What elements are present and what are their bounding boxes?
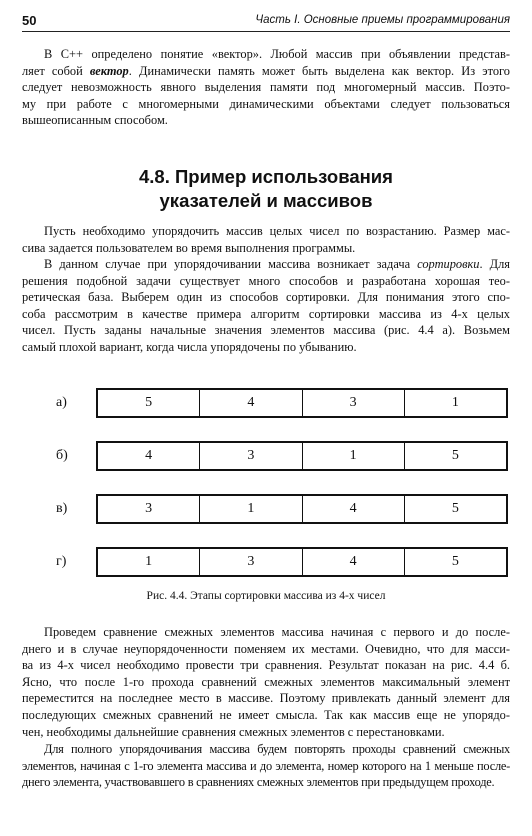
text-line bbox=[22, 641, 510, 658]
running-head: Часть I. Основные приемы программирования bbox=[255, 14, 510, 26]
figure-row bbox=[22, 388, 510, 418]
array-cell: 3 bbox=[199, 549, 301, 575]
paragraph-task bbox=[22, 223, 510, 256]
page-header bbox=[22, 13, 510, 32]
array-cell: 3 bbox=[199, 443, 301, 469]
text-line bbox=[22, 690, 510, 707]
array-cell: 1 bbox=[145, 554, 153, 569]
text-line bbox=[22, 46, 510, 63]
text-line bbox=[22, 273, 510, 290]
text-run: ляет собой bbox=[22, 63, 90, 78]
row-label: в) bbox=[56, 501, 68, 516]
text-line bbox=[22, 758, 510, 775]
array-cells bbox=[96, 494, 508, 524]
text-line bbox=[22, 289, 510, 306]
text-line bbox=[22, 774, 510, 791]
text-line bbox=[22, 63, 510, 80]
text-run: Проведем сравнение смежных элементов массива начиная с первого и до после- bbox=[44, 625, 510, 639]
text-run: сива задается пользователем во время выполнения программы. bbox=[22, 240, 356, 255]
text-run: Ясно, что после 1-го прохода сравнений смежных элементов максимальный элемент bbox=[22, 674, 510, 689]
row-label: г) bbox=[56, 554, 67, 569]
text-line bbox=[22, 223, 510, 240]
text-line bbox=[22, 96, 510, 113]
text-run: вышеописанным способом. bbox=[22, 113, 168, 128]
text-run: следует невозможность явного выделения памяти под многомерный массив. Поэто- bbox=[22, 80, 510, 95]
text-run: самый плохой вариант, когда числа упорядочены по убыванию. bbox=[22, 339, 357, 354]
page-number: 50 bbox=[22, 13, 37, 28]
paragraph-sorting bbox=[22, 256, 510, 356]
text-line bbox=[22, 256, 510, 273]
text-run: В данном случае при упорядочивании массива возникает задача bbox=[44, 257, 418, 271]
text-run: В С++ определено понятие «вектор». Любой массив при объявлении представ- bbox=[44, 47, 510, 61]
text-line bbox=[22, 624, 510, 641]
text-run: му при работе с многомерными динамическими объектами следует пользоваться bbox=[22, 96, 510, 111]
row-label: б) bbox=[56, 448, 68, 463]
section-heading-line-2: указателей и массивов bbox=[159, 190, 373, 211]
text-run: днего и в случае неупорядоченности поменяем их местами. Очевидно, что для масси- bbox=[22, 641, 510, 656]
array-cell: 5 bbox=[145, 395, 153, 410]
text-run: переместится на последнее место в массиве. Поэтому привлекать данный элемент для bbox=[22, 691, 510, 706]
array-cell: 1 bbox=[302, 443, 404, 469]
text-line bbox=[22, 707, 510, 724]
text-run: соба рассмотрим в качестве примера алгоритм сортировки массива из 4-х целых bbox=[22, 306, 510, 321]
array-cells bbox=[96, 547, 508, 577]
text-run: ретическая база. Выберем один из способов сортировки. Для понимания этого спо- bbox=[22, 290, 510, 305]
paragraph-compare bbox=[22, 624, 510, 740]
text-line bbox=[22, 741, 510, 758]
array-cell: 5 bbox=[404, 443, 506, 469]
row-label: а) bbox=[56, 395, 67, 410]
text-run: чисел. Пусть заданы начальные значения элементов массива (рис. 4.4 а). Возьмем bbox=[22, 323, 510, 338]
text-run: элементов, начиная с 1-го элемента массива и до элемента, номер которого на 1 меньше после- bbox=[22, 758, 510, 773]
array-cell: 3 bbox=[145, 501, 153, 516]
array-cell: 4 bbox=[302, 496, 404, 522]
text-line bbox=[22, 306, 510, 323]
array-cell: 4 bbox=[145, 448, 153, 463]
section-heading-line-1: 4.8. Пример использования bbox=[139, 166, 393, 187]
text-run: Пусть необходимо упорядочить массив целых чисел по возрастанию. Размер мас- bbox=[44, 224, 510, 238]
figure-row bbox=[22, 494, 510, 524]
text-run: Для полного упорядочивания массива будем повторять проходы сравнений смежных bbox=[44, 742, 510, 756]
section-heading bbox=[0, 165, 532, 213]
array-cells bbox=[96, 388, 508, 418]
figure-row bbox=[22, 441, 510, 471]
array-cell: 4 bbox=[199, 390, 301, 416]
text-run: решения подобной задачи существует много способов и разработана хорошая тео- bbox=[22, 273, 510, 288]
text-line bbox=[22, 339, 510, 356]
intro-paragraph bbox=[22, 46, 510, 129]
emphasized-term: сортировки bbox=[417, 257, 480, 271]
text-run: . Динамически память может быть выделена как вектор. Из этого bbox=[128, 63, 510, 78]
array-cell: 5 bbox=[404, 496, 506, 522]
text-run: днего элемента, участвовавшего в сравнениях смежных элементов при предыдущем проходе. bbox=[22, 775, 495, 790]
figure-caption: Рис. 4.4. Этапы сортировки массива из 4-х чисел bbox=[146, 590, 386, 602]
array-cell: 3 bbox=[302, 390, 404, 416]
array-cells bbox=[96, 441, 508, 471]
text-line bbox=[22, 322, 510, 339]
text-line bbox=[22, 112, 510, 129]
text-run: чен, необходимы дальнейшие сравнения смежных элементов с перестановками. bbox=[22, 724, 445, 739]
text-line bbox=[22, 79, 510, 96]
paragraph-full bbox=[22, 741, 510, 791]
text-line bbox=[22, 240, 510, 257]
text-run: ва из 4-х чисел необходимо провести три сравнения. Результат показан на рис. 4.4 б. bbox=[22, 658, 510, 673]
array-cell: 1 bbox=[404, 390, 506, 416]
text-line bbox=[22, 724, 510, 741]
text-line bbox=[22, 657, 510, 674]
array-cell: 4 bbox=[302, 549, 404, 575]
text-line bbox=[22, 674, 510, 691]
emphasized-term: вектор bbox=[89, 63, 129, 78]
array-cell: 1 bbox=[199, 496, 301, 522]
array-cell: 5 bbox=[404, 549, 506, 575]
text-run: последующих смежных сравнений не имеет смысла. Так как массив еще не упорядо- bbox=[22, 707, 510, 722]
figure-row bbox=[22, 547, 510, 577]
text-run: . Для bbox=[479, 257, 511, 271]
